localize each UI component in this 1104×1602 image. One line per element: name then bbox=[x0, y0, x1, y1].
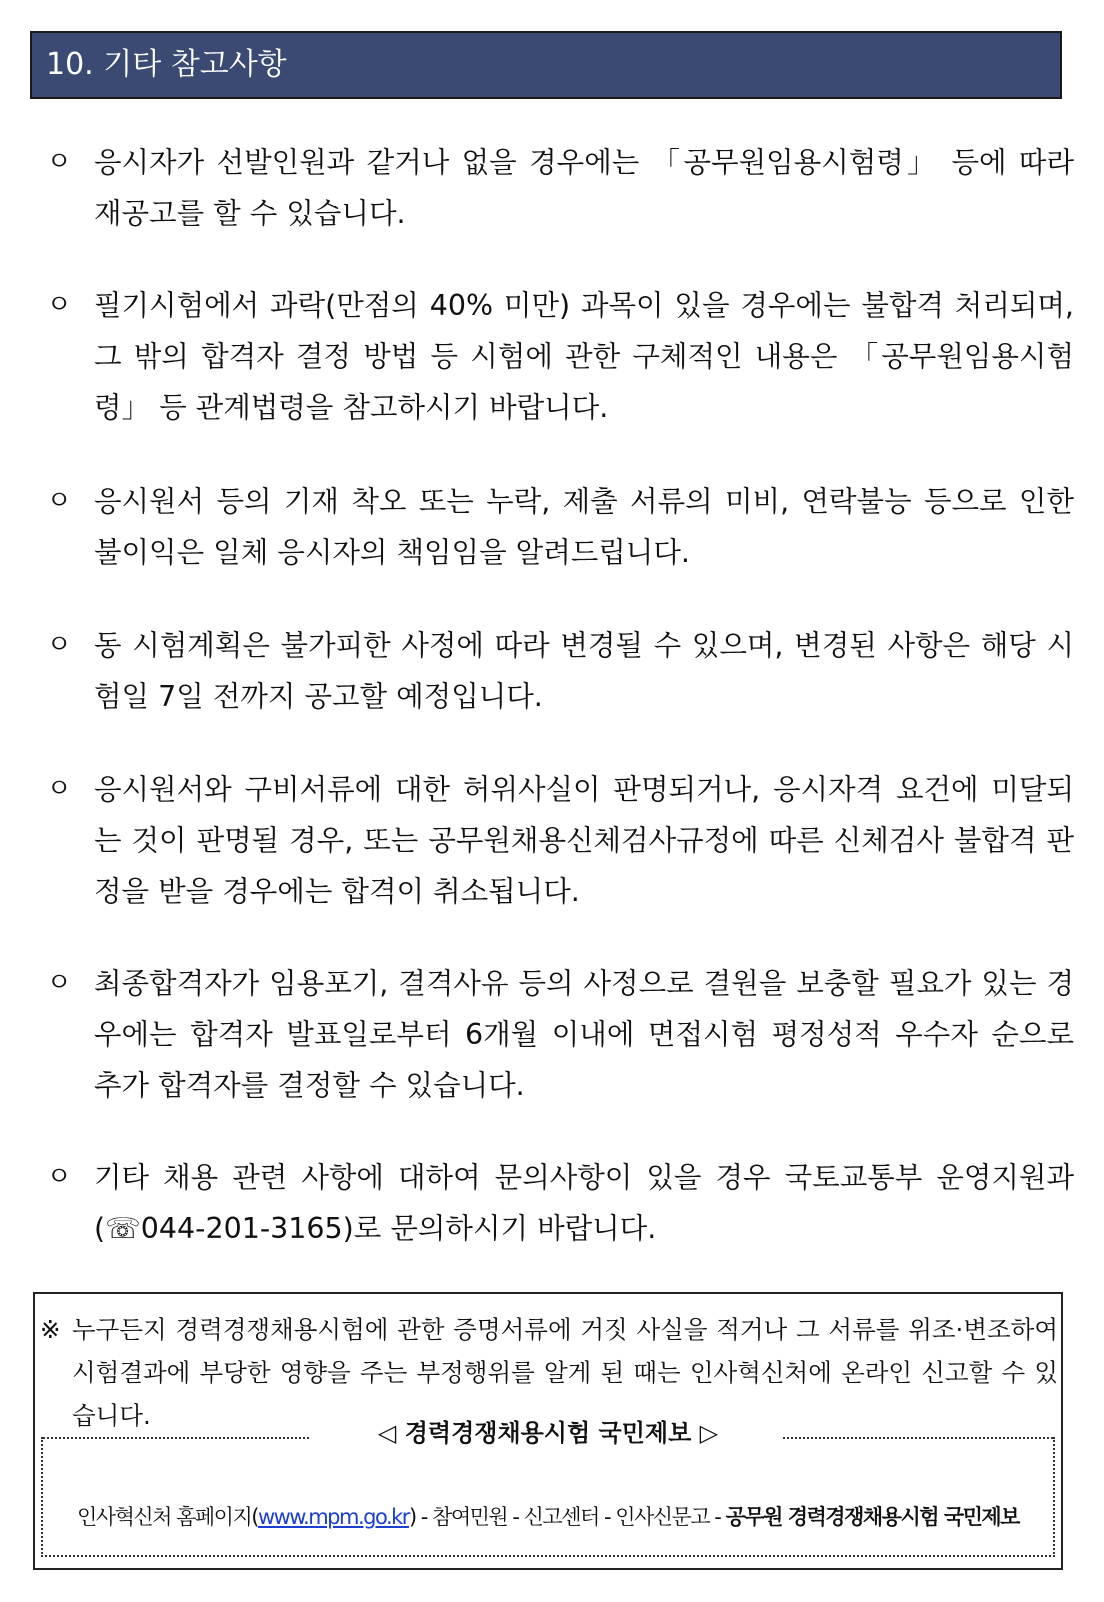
notice-box bbox=[33, 1292, 1063, 1570]
bullet-icon: ㅇ bbox=[46, 290, 72, 320]
list-item bbox=[44, 764, 1074, 917]
list-item-text: 응시원서 등의 기재 착오 또는 누락, 제출 서류의 미비, 연락불능 등으로 인한 불이익은 일체 응시자의 책임임을 알려드립니다. bbox=[94, 485, 1074, 569]
bullet-icon: ㅇ bbox=[46, 968, 72, 998]
list-item bbox=[44, 476, 1074, 578]
bullet-icon: ㅇ bbox=[46, 630, 72, 660]
mpm-website-link[interactable]: www.mpm.go.kr bbox=[257, 1505, 409, 1529]
reference-mark-icon: ※ bbox=[40, 1315, 61, 1344]
section-title: 10. 기타 참고사항 bbox=[30, 31, 1062, 99]
notice-body: 누구든지 경력경쟁채용시험에 관한 증명서류에 거짓 사실을 적거나 그 서류를 위조·변조하여 시험결과에 부당한 영향을 주는 부정행위를 알게 된 때는 인사혁신처에 온라인 신고할 수 있습니다. bbox=[72, 1315, 1058, 1430]
bullet-icon: ㅇ bbox=[46, 1162, 72, 1192]
list-item-text: 동 시험계획은 불가피한 사정에 따라 변경될 수 있으며, 변경된 사항은 해당 시험일 7일 전까지 공고할 예정입니다. bbox=[94, 629, 1074, 713]
list-item-text: 응시자가 선발인원과 같거나 없을 경우에는 「공무원임용시험령」 등에 따라 재공고를 할 수 있습니다. bbox=[94, 146, 1074, 230]
list-item-text: 응시원서와 구비서류에 대한 허위사실이 판명되거나, 응시자격 요건에 미달되는 것이 판명될 경우, 또는 공무원채용신체검사규정에 따른 신체검사 불합격 판정을 받을 경우에는 합격이 취소됩니다. bbox=[94, 773, 1074, 908]
report-title: ◁ 경력경쟁채용시험 국민제보 ▷ bbox=[377, 1419, 719, 1447]
list-item-text: 기타 채용 관련 사항에 대하여 문의사항이 있을 경우 국토교통부 운영지원과(☏044-201-3165)로 문의하시기 바랍니다. bbox=[94, 1161, 1074, 1245]
list-item bbox=[44, 958, 1074, 1111]
list-item bbox=[44, 137, 1074, 239]
list-item-text: 최종합격자가 임용포기, 결격사유 등의 사정으로 결원을 보충할 필요가 있는 경우에는 합격자 발표일로부터 6개월 이내에 면접시험 평정성적 우수자 순으로 추가 합격자를 결정할 수 있습니다. bbox=[94, 967, 1074, 1102]
path-final: 공무원 경력경쟁채용시험 국민제보 bbox=[725, 1505, 1019, 1529]
list-item bbox=[44, 620, 1074, 722]
list-item bbox=[44, 1152, 1074, 1254]
bullet-icon: ㅇ bbox=[46, 147, 72, 177]
path-middle: ) - 참여민원 - 신고센터 - 인사신문고 - bbox=[408, 1505, 726, 1529]
report-path bbox=[43, 1499, 1053, 1535]
report-box bbox=[41, 1419, 1055, 1557]
bullet-icon: ㅇ bbox=[46, 486, 72, 516]
bullet-icon: ㅇ bbox=[46, 774, 72, 804]
list-item bbox=[44, 280, 1074, 433]
list-item-text: 필기시험에서 과락(만점의 40% 미만) 과목이 있을 경우에는 불합격 처리되며, 그 밖의 합격자 결정 방법 등 시험에 관한 구체적인 내용은 「공무원임용시험령」 등 관계법령을 참고하시기 바랍니다. bbox=[94, 289, 1074, 424]
path-prefix: 인사혁신처 홈페이지( bbox=[77, 1505, 258, 1529]
